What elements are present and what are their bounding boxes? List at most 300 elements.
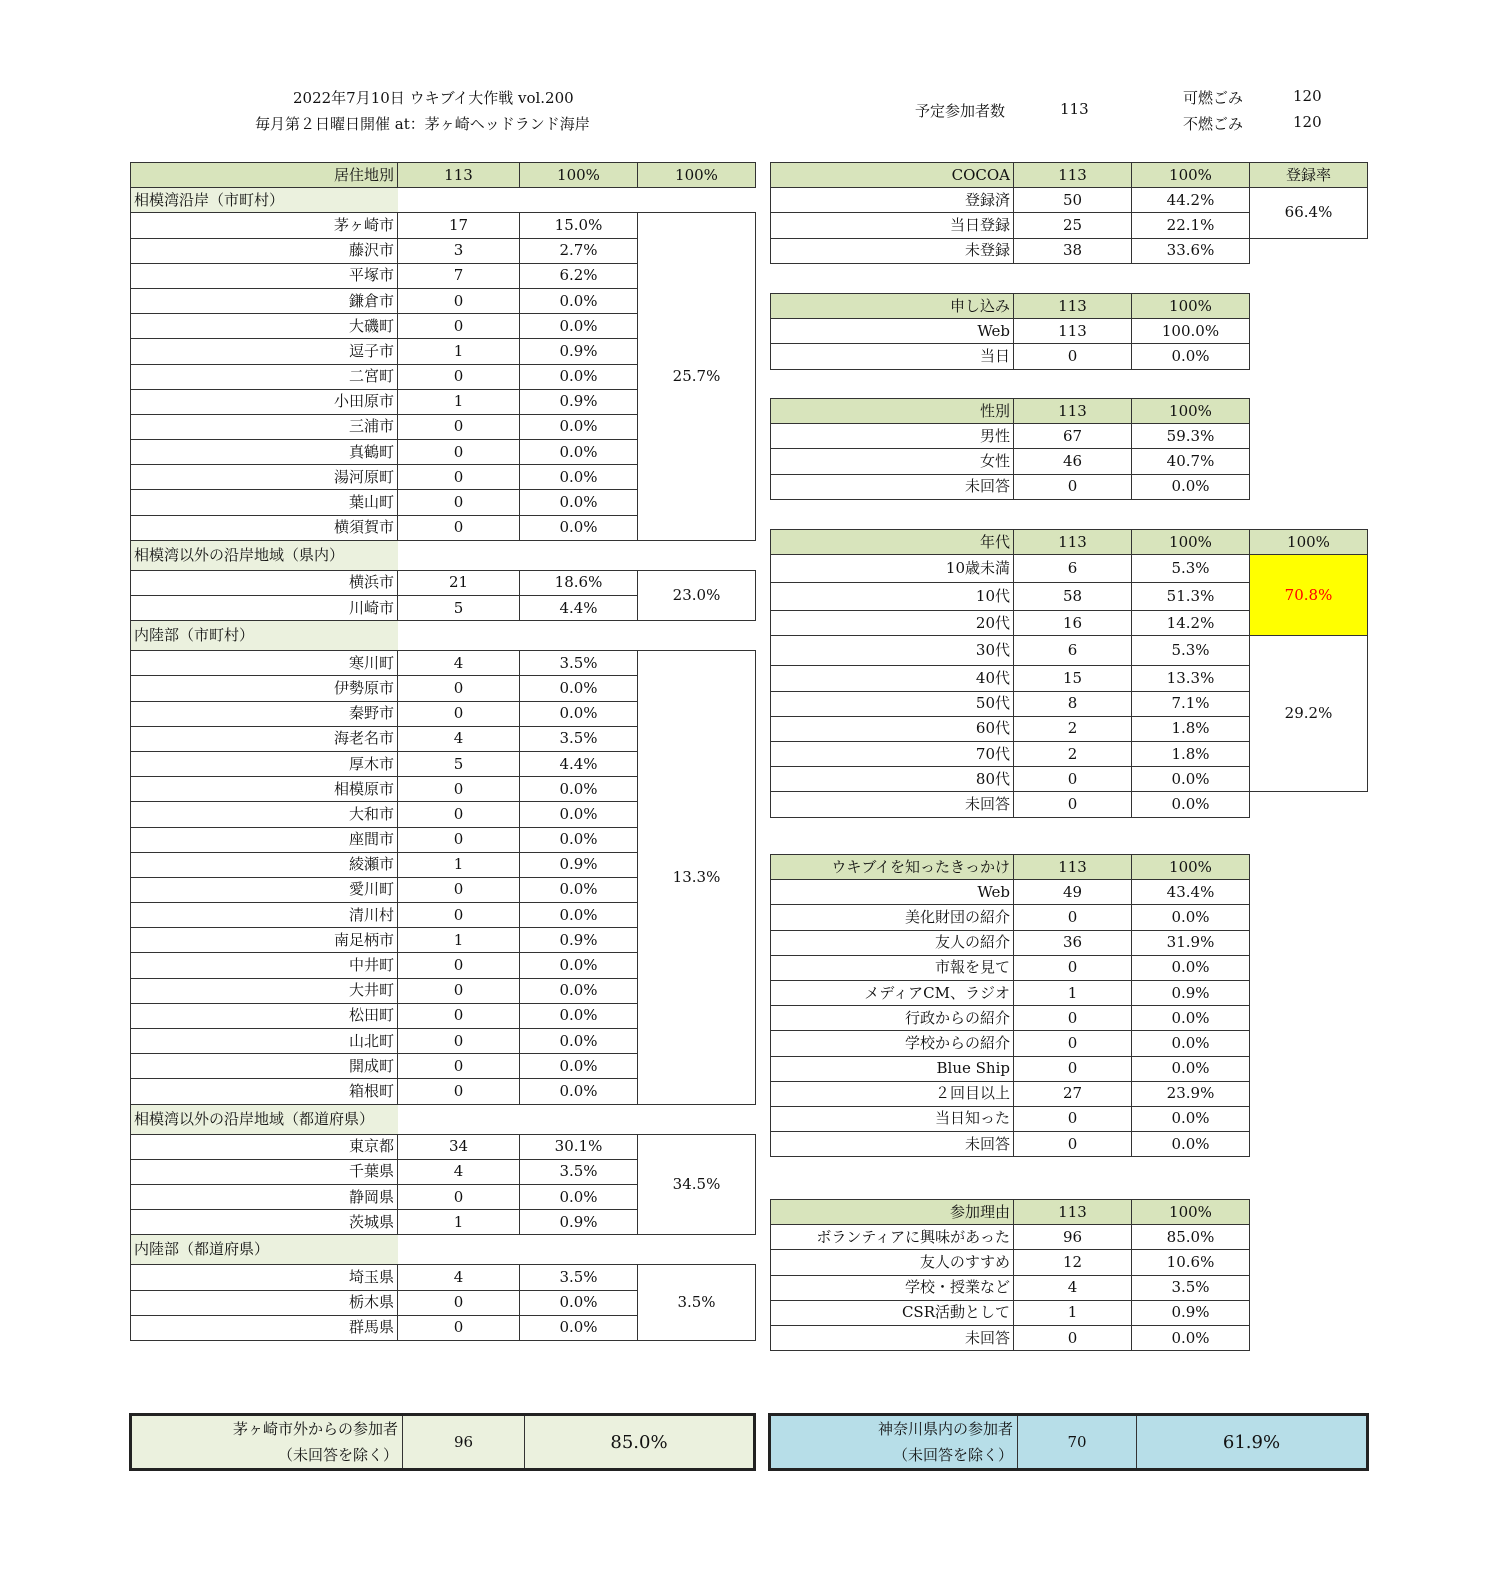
municipality-count: 0 <box>398 490 520 515</box>
cocoa-row-label: 当日登録 <box>771 213 1014 238</box>
section-row <box>131 1235 756 1265</box>
age-header-row <box>771 530 1368 555</box>
section-subtotal: 3.5% <box>638 1265 756 1341</box>
age-row-count: 6 <box>1014 555 1132 583</box>
cocoa-registration-rate: 66.4% <box>1250 188 1368 238</box>
trigger-row-pct: 0.0% <box>1132 1132 1250 1157</box>
municipality-count: 7 <box>398 263 520 288</box>
table-row <box>771 1132 1250 1157</box>
section-title: 内陸部（都道府県） <box>131 1235 398 1265</box>
trigger-row-label: Web <box>771 880 1014 905</box>
reason-row-label: 学校・授業など <box>771 1275 1014 1300</box>
trigger-row-pct: 0.0% <box>1132 1006 1250 1031</box>
table-row <box>771 424 1250 449</box>
section-subtotal: 23.0% <box>638 570 756 620</box>
municipality-label: 鎌倉市 <box>131 288 398 313</box>
municipality-label: 秦野市 <box>131 701 398 726</box>
age-row-count: 16 <box>1014 611 1132 636</box>
age-row-pct: 1.8% <box>1132 741 1250 766</box>
municipality-pct: 0.0% <box>520 1315 638 1340</box>
table-row <box>771 555 1368 583</box>
reason-row-pct: 10.6% <box>1132 1250 1250 1275</box>
municipality-count: 4 <box>398 1265 520 1290</box>
municipality-count: 4 <box>398 651 520 676</box>
trigger-row-label: 行政からの紹介 <box>771 1006 1014 1031</box>
municipality-label: 箱根町 <box>131 1079 398 1104</box>
municipality-pct: 0.9% <box>520 339 638 364</box>
age-row-label: 80代 <box>771 767 1014 792</box>
section-title: 相模湾以外の沿岸地域（県内） <box>131 540 398 570</box>
age-row-label: 40代 <box>771 666 1014 691</box>
nonburnable-waste-label: 不燃ごみ <box>1183 115 1244 133</box>
table-row <box>771 1225 1250 1250</box>
municipality-pct: 0.0% <box>520 953 638 978</box>
age-row-pct: 5.3% <box>1132 636 1250 666</box>
municipality-pct: 4.4% <box>520 751 638 776</box>
table-row <box>771 474 1250 499</box>
table-row <box>771 1106 1250 1131</box>
municipality-count: 5 <box>398 751 520 776</box>
municipality-pct: 0.0% <box>520 314 638 339</box>
table-row <box>771 1031 1250 1056</box>
table-row <box>771 344 1250 369</box>
cocoa-row-label: 未登録 <box>771 238 1014 263</box>
application-row-count: 0 <box>1014 344 1132 369</box>
section-row <box>131 540 756 570</box>
age-row-label: 70代 <box>771 741 1014 766</box>
trigger-row-count: 0 <box>1014 1132 1132 1157</box>
municipality-pct: 15.0% <box>520 213 638 238</box>
municipality-count: 0 <box>398 877 520 902</box>
section-subtotal: 13.3% <box>638 651 756 1104</box>
municipality-count: 0 <box>398 1079 520 1104</box>
table-row <box>771 1325 1250 1350</box>
age-row-pct: 14.2% <box>1132 611 1250 636</box>
report-title: 2022年7月10日 ウキブイ大作戦 vol.200 <box>293 89 574 107</box>
residence-header-row <box>131 163 756 188</box>
municipality-count: 17 <box>398 213 520 238</box>
cocoa-header-label: COCOA <box>771 163 1014 188</box>
cocoa-row-pct: 44.2% <box>1132 188 1250 213</box>
municipality-count: 1 <box>398 852 520 877</box>
trigger-row-pct: 0.9% <box>1132 980 1250 1005</box>
table-row <box>771 880 1250 905</box>
outside-chigasaki-label-line1: 茅ヶ崎市外からの参加者 <box>232 1419 398 1438</box>
trigger-row-pct: 0.0% <box>1132 1031 1250 1056</box>
municipality-pct: 0.0% <box>520 515 638 540</box>
municipality-count: 0 <box>398 953 520 978</box>
municipality-count: 3 <box>398 238 520 263</box>
municipality-label: 大井町 <box>131 978 398 1003</box>
application-row-pct: 100.0% <box>1132 319 1250 344</box>
trigger-row-label: ２回目以上 <box>771 1081 1014 1106</box>
gender-row-label: 女性 <box>771 449 1014 474</box>
municipality-label: 群馬県 <box>131 1315 398 1340</box>
municipality-label: 綾瀬市 <box>131 852 398 877</box>
section-subtotal: 34.5% <box>638 1134 756 1235</box>
municipality-pct: 0.0% <box>520 465 638 490</box>
section-title: 内陸部（市町村） <box>131 621 398 651</box>
trigger-row-label: 学校からの紹介 <box>771 1031 1014 1056</box>
application-header-count: 113 <box>1014 294 1132 319</box>
section-row <box>131 1104 756 1134</box>
trigger-row-count: 0 <box>1014 955 1132 980</box>
age-row-label: 30代 <box>771 636 1014 666</box>
age-row-count: 0 <box>1014 767 1132 792</box>
municipality-pct: 0.0% <box>520 978 638 1003</box>
table-row <box>771 1300 1250 1325</box>
table-row <box>771 955 1250 980</box>
reason-header-count: 113 <box>1014 1200 1132 1225</box>
trigger-row-count: 0 <box>1014 1106 1132 1131</box>
kanagawa-pct: 61.9% <box>1222 1431 1281 1453</box>
application-row-count: 113 <box>1014 319 1132 344</box>
trigger-row-pct: 31.9% <box>1132 930 1250 955</box>
municipality-label: 伊勢原市 <box>131 676 398 701</box>
municipality-count: 0 <box>398 777 520 802</box>
trigger-row-label: 未回答 <box>771 1132 1014 1157</box>
age-row-label: 60代 <box>771 716 1014 741</box>
application-header-pct: 100% <box>1132 294 1250 319</box>
municipality-label: 千葉県 <box>131 1159 398 1184</box>
municipality-label: 川崎市 <box>131 596 398 621</box>
municipality-label: 山北町 <box>131 1029 398 1054</box>
municipality-label: 寒川町 <box>131 651 398 676</box>
outside-chigasaki-pct: 85.0% <box>610 1431 668 1453</box>
municipality-pct: 0.0% <box>520 777 638 802</box>
table-row <box>771 188 1368 213</box>
municipality-pct: 0.9% <box>520 1210 638 1235</box>
municipality-count: 0 <box>398 364 520 389</box>
municipality-pct: 0.0% <box>520 827 638 852</box>
section-row <box>131 621 756 651</box>
municipality-pct: 0.0% <box>520 1290 638 1315</box>
municipality-count: 0 <box>398 465 520 490</box>
gender-row-pct: 0.0% <box>1132 474 1250 499</box>
gender-header-count: 113 <box>1014 399 1132 424</box>
municipality-label: 南足柄市 <box>131 928 398 953</box>
municipality-label: 藤沢市 <box>131 238 398 263</box>
municipality-count: 1 <box>398 928 520 953</box>
outside-chigasaki-label-line2: （未回答を除く） <box>277 1446 398 1464</box>
municipality-count: 0 <box>398 701 520 726</box>
trigger-row-count: 36 <box>1014 930 1132 955</box>
age-under30-subtotal: 70.8% <box>1250 555 1368 636</box>
municipality-count: 0 <box>398 1054 520 1079</box>
municipality-pct: 3.5% <box>520 1159 638 1184</box>
trigger-row-count: 0 <box>1014 1056 1132 1081</box>
trigger-row-label: Blue Ship <box>771 1056 1014 1081</box>
reason-row-count: 0 <box>1014 1325 1132 1350</box>
section-row <box>131 188 756 213</box>
municipality-count: 1 <box>398 339 520 364</box>
municipality-label: 逗子市 <box>131 339 398 364</box>
municipality-count: 4 <box>398 1159 520 1184</box>
trigger-row-pct: 43.4% <box>1132 880 1250 905</box>
application-row-pct: 0.0% <box>1132 344 1250 369</box>
municipality-label: 大磯町 <box>131 314 398 339</box>
age-row-pct: 51.3% <box>1132 583 1250 611</box>
municipality-label: 茅ヶ崎市 <box>131 213 398 238</box>
cocoa-row-pct: 33.6% <box>1132 238 1250 263</box>
municipality-pct: 0.9% <box>520 928 638 953</box>
table-row <box>771 792 1368 817</box>
gender-header-label: 性別 <box>771 399 1014 424</box>
municipality-pct: 0.0% <box>520 364 638 389</box>
reason-row-label: ボランティアに興味があった <box>771 1225 1014 1250</box>
outside-chigasaki-count: 96 <box>403 1416 525 1468</box>
cocoa-row-count: 25 <box>1014 213 1132 238</box>
age-row-label: 10代 <box>771 583 1014 611</box>
table-row <box>771 1275 1250 1300</box>
municipality-count: 0 <box>398 978 520 1003</box>
age-row-count: 8 <box>1014 691 1132 716</box>
municipality-label: 埼玉県 <box>131 1265 398 1290</box>
age-header-pct2: 100% <box>1250 530 1368 555</box>
gender-row-label: 未回答 <box>771 474 1014 499</box>
trigger-row-count: 0 <box>1014 1031 1132 1056</box>
table-row <box>131 570 756 595</box>
age-row-count: 2 <box>1014 716 1132 741</box>
section-title: 相模湾以外の沿岸地域（都道府県） <box>131 1104 398 1134</box>
municipality-label: 清川村 <box>131 903 398 928</box>
municipality-pct: 4.4% <box>520 596 638 621</box>
municipality-label: 厚木市 <box>131 751 398 776</box>
municipality-label: 平塚市 <box>131 263 398 288</box>
age-row-pct: 1.8% <box>1132 716 1250 741</box>
residence-header-label: 居住地別 <box>131 163 398 188</box>
age-row-pct: 0.0% <box>1132 792 1250 817</box>
table-row <box>771 905 1250 930</box>
application-header-row <box>771 294 1250 319</box>
cocoa-header-row <box>771 163 1368 188</box>
outside-chigasaki-summary <box>129 1413 756 1471</box>
municipality-label: 松田町 <box>131 1003 398 1028</box>
trigger-row-count: 0 <box>1014 905 1132 930</box>
trigger-row-pct: 0.0% <box>1132 905 1250 930</box>
age-row-label: 50代 <box>771 691 1014 716</box>
residence-table <box>130 162 756 1341</box>
age-row-label: 10歳未満 <box>771 555 1014 583</box>
municipality-pct: 0.0% <box>520 1029 638 1054</box>
municipality-label: 真鶴町 <box>131 440 398 465</box>
burnable-waste-label: 可燃ごみ <box>1183 89 1244 107</box>
table-row <box>771 636 1368 666</box>
trigger-row-label: 美化財団の紹介 <box>771 905 1014 930</box>
reason-row-label: 友人のすすめ <box>771 1250 1014 1275</box>
municipality-label: 三浦市 <box>131 414 398 439</box>
municipality-pct: 0.0% <box>520 877 638 902</box>
cocoa-header-pct: 100% <box>1132 163 1250 188</box>
age-table <box>770 529 1368 818</box>
table-row <box>771 930 1250 955</box>
municipality-pct: 30.1% <box>520 1134 638 1159</box>
trigger-row-label: 市報を見て <box>771 955 1014 980</box>
municipality-pct: 0.0% <box>520 288 638 313</box>
gender-row-count: 0 <box>1014 474 1132 499</box>
application-row-label: Web <box>771 319 1014 344</box>
reason-header-pct: 100% <box>1132 1200 1250 1225</box>
municipality-count: 0 <box>398 903 520 928</box>
reason-table <box>770 1199 1250 1351</box>
trigger-row-pct: 23.9% <box>1132 1081 1250 1106</box>
trigger-row-count: 1 <box>1014 980 1132 1005</box>
municipality-pct: 0.0% <box>520 490 638 515</box>
municipality-pct: 0.0% <box>520 1079 638 1104</box>
age-row-pct: 5.3% <box>1132 555 1250 583</box>
residence-header-pct2: 100% <box>638 163 756 188</box>
municipality-pct: 0.0% <box>520 1184 638 1209</box>
kanagawa-label-line2: （未回答を除く） <box>892 1446 1013 1464</box>
municipality-label: 海老名市 <box>131 726 398 751</box>
municipality-count: 34 <box>398 1134 520 1159</box>
table-row <box>771 1006 1250 1031</box>
municipality-count: 0 <box>398 1290 520 1315</box>
reason-header-row <box>771 1200 1250 1225</box>
age-row-pct: 7.1% <box>1132 691 1250 716</box>
municipality-pct: 0.0% <box>520 1003 638 1028</box>
municipality-pct: 3.5% <box>520 651 638 676</box>
application-header-label: 申し込み <box>771 294 1014 319</box>
section-title: 相模湾沿岸（市町村） <box>131 188 398 213</box>
cocoa-row-count: 50 <box>1014 188 1132 213</box>
table-row <box>771 238 1368 263</box>
reason-row-pct: 3.5% <box>1132 1275 1250 1300</box>
reason-row-count: 1 <box>1014 1300 1132 1325</box>
report-subtitle: 毎月第２日曜日開催 at：茅ヶ崎ヘッドランド海岸 <box>255 115 590 133</box>
age-header-count: 113 <box>1014 530 1132 555</box>
trigger-row-pct: 0.0% <box>1132 1106 1250 1131</box>
reason-row-pct: 85.0% <box>1132 1225 1250 1250</box>
municipality-pct: 2.7% <box>520 238 638 263</box>
municipality-pct: 0.0% <box>520 802 638 827</box>
municipality-count: 4 <box>398 726 520 751</box>
municipality-label: 横須賀市 <box>131 515 398 540</box>
gender-table <box>770 398 1250 500</box>
trigger-row-pct: 0.0% <box>1132 1056 1250 1081</box>
municipality-pct: 6.2% <box>520 263 638 288</box>
municipality-pct: 0.0% <box>520 1054 638 1079</box>
kanagawa-count: 70 <box>1018 1416 1137 1468</box>
municipality-label: 栃木県 <box>131 1290 398 1315</box>
municipality-label: 横浜市 <box>131 570 398 595</box>
municipality-count: 0 <box>398 1315 520 1340</box>
municipality-pct: 0.0% <box>520 440 638 465</box>
municipality-count: 0 <box>398 676 520 701</box>
municipality-label: 茨城県 <box>131 1210 398 1235</box>
table-row <box>771 980 1250 1005</box>
table-row <box>771 1056 1250 1081</box>
kanagawa-label-line1: 神奈川県内の参加者 <box>877 1419 1013 1438</box>
trigger-row-count: 49 <box>1014 880 1132 905</box>
age-row-count: 58 <box>1014 583 1132 611</box>
trigger-header-count: 113 <box>1014 855 1132 880</box>
municipality-pct: 18.6% <box>520 570 638 595</box>
municipality-pct: 3.5% <box>520 726 638 751</box>
trigger-row-label: 当日知った <box>771 1106 1014 1131</box>
trigger-header-pct: 100% <box>1132 855 1250 880</box>
municipality-label: 葉山町 <box>131 490 398 515</box>
age-row-count: 15 <box>1014 666 1132 691</box>
reason-row-count: 96 <box>1014 1225 1132 1250</box>
trigger-row-pct: 0.0% <box>1132 955 1250 980</box>
cocoa-header-count: 113 <box>1014 163 1132 188</box>
municipality-count: 0 <box>398 314 520 339</box>
reason-row-count: 4 <box>1014 1275 1132 1300</box>
municipality-label: 開成町 <box>131 1054 398 1079</box>
reason-row-pct: 0.9% <box>1132 1300 1250 1325</box>
age-row-count: 0 <box>1014 792 1132 817</box>
age-header-label: 年代 <box>771 530 1014 555</box>
municipality-label: 座間市 <box>131 827 398 852</box>
gender-row-count: 46 <box>1014 449 1132 474</box>
gender-row-pct: 40.7% <box>1132 449 1250 474</box>
municipality-pct: 0.9% <box>520 389 638 414</box>
section-subtotal: 25.7% <box>638 213 756 540</box>
municipality-count: 5 <box>398 596 520 621</box>
trigger-row-label: メディアCM、ラジオ <box>771 980 1014 1005</box>
municipality-label: 中井町 <box>131 953 398 978</box>
municipality-count: 0 <box>398 440 520 465</box>
municipality-pct: 0.9% <box>520 852 638 877</box>
reason-header-label: 参加理由 <box>771 1200 1014 1225</box>
age-header-pct: 100% <box>1132 530 1250 555</box>
residence-header-pct: 100% <box>520 163 638 188</box>
age-row-pct: 13.3% <box>1132 666 1250 691</box>
municipality-count: 1 <box>398 389 520 414</box>
municipality-count: 0 <box>398 802 520 827</box>
municipality-pct: 0.0% <box>520 903 638 928</box>
municipality-label: 大和市 <box>131 802 398 827</box>
municipality-pct: 0.0% <box>520 414 638 439</box>
municipality-label: 湯河原町 <box>131 465 398 490</box>
municipality-count: 0 <box>398 1184 520 1209</box>
cocoa-row-count: 38 <box>1014 238 1132 263</box>
burnable-waste-value: 120 <box>1293 87 1322 105</box>
residence-header-count: 113 <box>398 163 520 188</box>
municipality-label: 小田原市 <box>131 389 398 414</box>
municipality-label: 愛川町 <box>131 877 398 902</box>
gender-header-row <box>771 399 1250 424</box>
municipality-pct: 0.0% <box>520 701 638 726</box>
trigger-row-label: 友人の紹介 <box>771 930 1014 955</box>
table-row <box>131 651 756 676</box>
cocoa-row-pct: 22.1% <box>1132 213 1250 238</box>
planned-participants-label: 予定参加者数 <box>915 102 1006 120</box>
cocoa-table <box>770 162 1368 264</box>
cocoa-row-label: 登録済 <box>771 188 1014 213</box>
kanagawa-summary <box>768 1413 1369 1471</box>
age-row-label: 20代 <box>771 611 1014 636</box>
trigger-header-label: ウキブイを知ったきっかけ <box>771 855 1014 880</box>
table-row <box>771 1081 1250 1106</box>
municipality-pct: 0.0% <box>520 676 638 701</box>
municipality-count: 0 <box>398 1029 520 1054</box>
table-row <box>131 1134 756 1159</box>
municipality-pct: 3.5% <box>520 1265 638 1290</box>
kanagawa-label <box>771 1416 1018 1468</box>
reason-row-count: 12 <box>1014 1250 1132 1275</box>
age-row-count: 6 <box>1014 636 1132 666</box>
reason-row-label: CSR活動として <box>771 1300 1014 1325</box>
age-row-count: 2 <box>1014 741 1132 766</box>
municipality-label: 二宮町 <box>131 364 398 389</box>
reason-row-pct: 0.0% <box>1132 1325 1250 1350</box>
trigger-header-row <box>771 855 1250 880</box>
gender-row-label: 男性 <box>771 424 1014 449</box>
age-over30-subtotal: 29.2% <box>1250 636 1368 792</box>
gender-row-pct: 59.3% <box>1132 424 1250 449</box>
